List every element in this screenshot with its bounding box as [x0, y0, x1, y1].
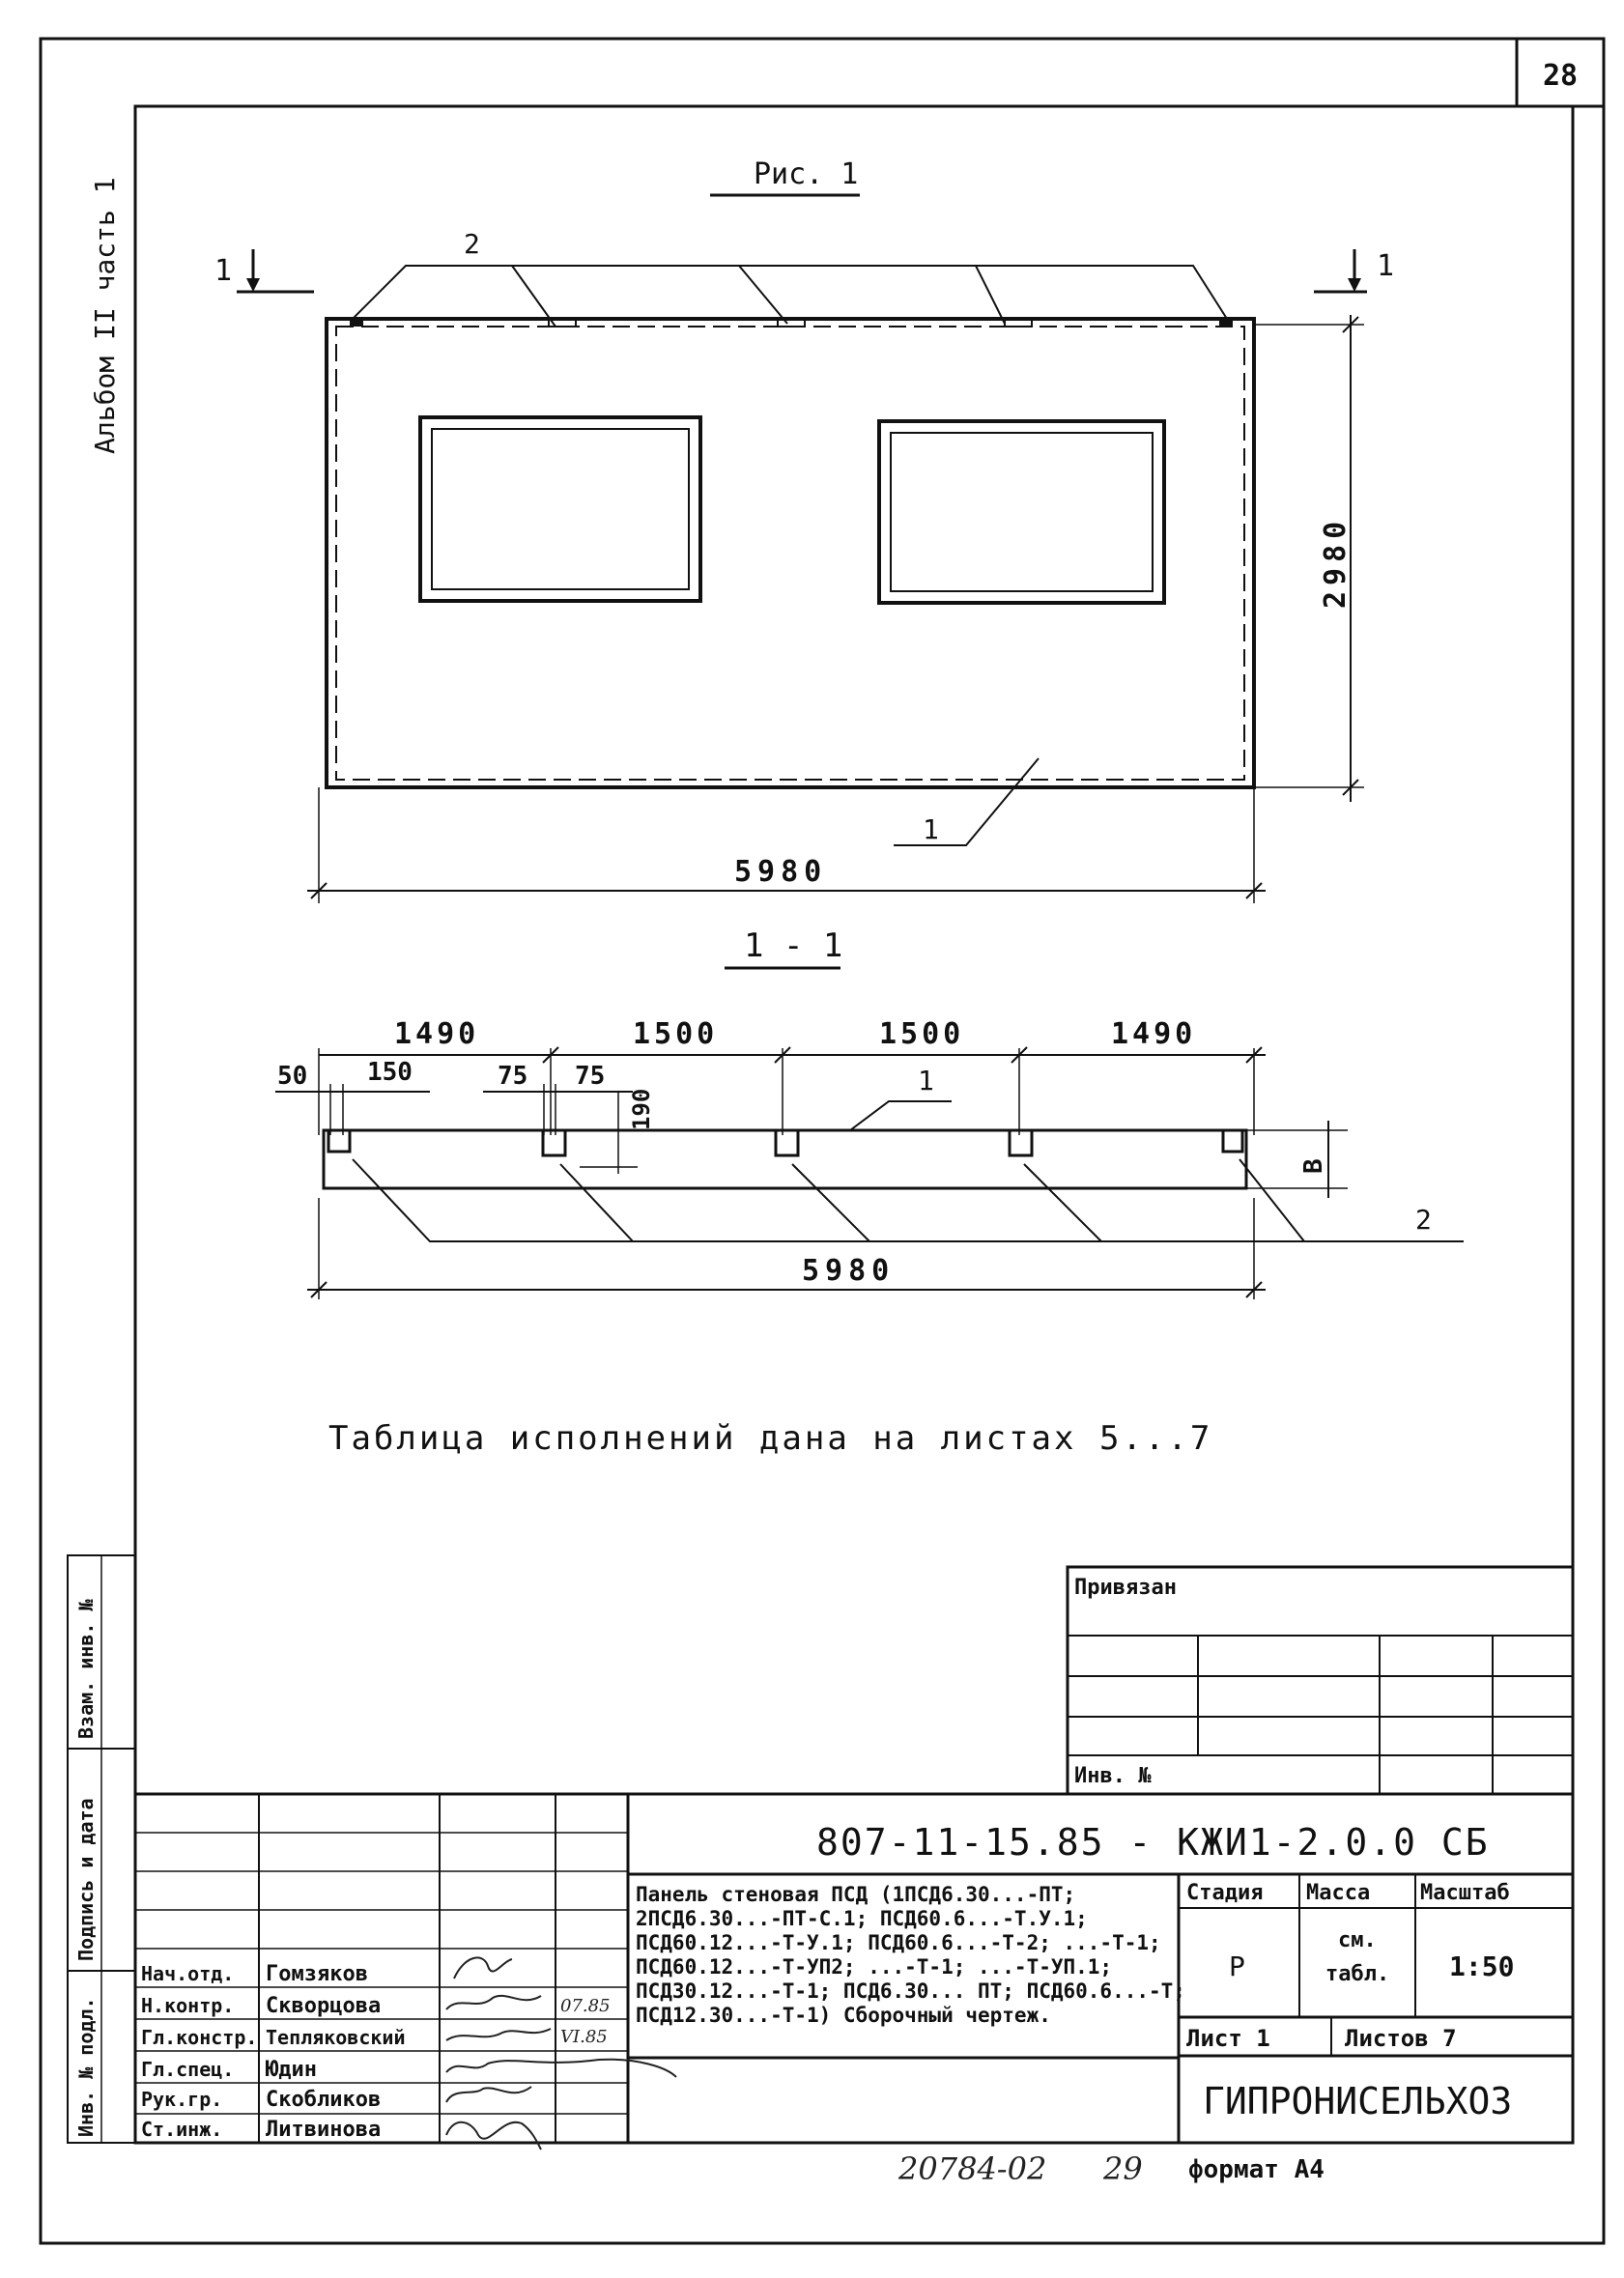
- signature-row: [141, 2026, 608, 2049]
- svg-text:190: 190: [628, 1088, 655, 1130]
- svg-text:1500: 1500: [633, 1017, 719, 1051]
- signature-row: [141, 1957, 512, 1986]
- svg-text:Тепляковский: Тепляковский: [266, 2026, 406, 2049]
- description-line: ПСД60.12...-Т-УП2; ...-Т-1; ...-Т-УП.1;: [636, 1955, 1113, 1979]
- svg-text:75: 75: [575, 1062, 606, 1091]
- signature-scribble: [446, 2029, 551, 2040]
- footer-page: 29: [1103, 2150, 1143, 2187]
- stage-value: Р: [1229, 1951, 1245, 1982]
- svg-text:1500: 1500: [879, 1017, 965, 1051]
- svg-text:Рук.гр.: Рук.гр.: [141, 2088, 223, 2111]
- mass-value-2: табл.: [1325, 1962, 1390, 1986]
- svg-text:1490: 1490: [394, 1017, 480, 1051]
- note-text: Таблица исполнений дана на листах 5...7: [328, 1419, 1213, 1458]
- signature-scribble: [446, 2060, 676, 2077]
- svg-text:Гл.спец.: Гл.спец.: [141, 2058, 235, 2081]
- doc-code: 807-11-15.85 - КЖИ1-2.0.0 СБ: [816, 1821, 1490, 1864]
- svg-text:50: 50: [277, 1062, 308, 1091]
- svg-text:150: 150: [367, 1058, 413, 1087]
- section-leader-label-1: 1: [918, 1065, 934, 1096]
- signature-scribble: [454, 1957, 512, 1979]
- svg-text:Литвинова: Литвинова: [266, 2118, 382, 2142]
- side-stamp: [68, 1555, 135, 2143]
- signature-row: [141, 2058, 676, 2082]
- scale-label: Масштаб: [1420, 1881, 1510, 1905]
- leader-label-1: 1: [923, 813, 939, 845]
- figure-title: Рис. 1: [754, 157, 859, 191]
- svg-text:Нач.отд.: Нач.отд.: [141, 1962, 235, 1985]
- dim-b: В: [1299, 1158, 1328, 1174]
- sheets-label: Листов 7: [1345, 2025, 1457, 2052]
- sheet-label: Лист 1: [1186, 2025, 1270, 2052]
- privyazan-block: [1068, 1567, 1573, 1794]
- signature-row: [141, 2087, 531, 2112]
- panel-section: [324, 1130, 1246, 1188]
- description-line: ПСД60.12...-Т-У.1; ПСД60.6...-Т-2; ...-Т-1;: [636, 1931, 1161, 1954]
- panel-elevation: [327, 319, 1254, 787]
- svg-text:Юдин: Юдин: [266, 2058, 317, 2082]
- archive-number: 20784-02: [898, 2150, 1047, 2187]
- stage-label: Стадия: [1186, 1881, 1264, 1905]
- svg-text:Скобликов: Скобликов: [266, 2088, 382, 2112]
- svg-text:2980: 2980: [1319, 515, 1353, 609]
- svg-text:5980: 5980: [802, 1254, 896, 1288]
- section-dim-length: [307, 1198, 1266, 1299]
- section-mark-right: [1314, 249, 1394, 292]
- svg-text:VI.85: VI.85: [560, 2027, 608, 2047]
- dim-length: [307, 787, 1266, 903]
- mass-value-1: см.: [1338, 1928, 1377, 1952]
- privyazan-title: Привязан: [1074, 1576, 1177, 1600]
- signature-scribble: [446, 2122, 541, 2150]
- section-mark-left: [214, 249, 314, 292]
- window-left: [420, 417, 700, 601]
- description-line: Панель стеновая ПСД (1ПСД6.30...-ПТ;: [636, 1883, 1076, 1906]
- description-line: ПСД12.30...-Т-1) Сборочный чертеж.: [636, 2004, 1051, 2027]
- svg-text:5980: 5980: [734, 855, 828, 889]
- signature-scribble: [446, 2087, 531, 2102]
- section-title: 1 - 1: [744, 926, 843, 965]
- dim-height: [1254, 315, 1364, 802]
- svg-text:Гл.констр.: Гл.констр.: [141, 2026, 258, 2049]
- svg-text:Ст.инж.: Ст.инж.: [141, 2118, 223, 2141]
- organization: ГИПРОНИСЕЛЬХОЗ: [1203, 2080, 1513, 2122]
- svg-text:1: 1: [1377, 249, 1395, 283]
- section-dimensions: [275, 1017, 1266, 1174]
- signature-scribble: [446, 1996, 541, 2009]
- side-stamp-zam-inv: Взам. инв. №: [74, 1599, 98, 1739]
- format-label: формат А4: [1188, 2155, 1325, 2184]
- svg-text:75: 75: [498, 1062, 528, 1091]
- svg-text:1: 1: [214, 254, 233, 288]
- section-leader-label-2: 2: [1415, 1204, 1432, 1236]
- leader-label-2: 2: [464, 228, 480, 260]
- signature-row: [141, 1994, 611, 2018]
- svg-text:Гомзяков: Гомзяков: [266, 1962, 368, 1986]
- page-number: 28: [1542, 59, 1579, 93]
- side-stamp-inv-podl: Инв. № подл.: [74, 1997, 98, 2137]
- side-stamp-podpis-data: Подпись и дата: [74, 1798, 98, 1961]
- description-line: ПСД30.12...-Т-1; ПСД6.30... ПТ; ПСД60.6...-Т;: [636, 1979, 1185, 2003]
- svg-text:Н.контр.: Н.контр.: [141, 1994, 235, 2017]
- svg-text:07.85: 07.85: [560, 1996, 611, 2016]
- mass-label: Масса: [1306, 1881, 1371, 1905]
- privyazan-inv: Инв. №: [1074, 1764, 1152, 1788]
- title-block: [135, 1794, 1573, 2150]
- album-label: Альбом II часть 1: [89, 177, 121, 454]
- description-line: 2ПСД6.30...-ПТ-С.1; ПСД60.6...-Т.У.1;: [636, 1907, 1088, 1930]
- svg-text:Скворцова: Скворцова: [266, 1994, 382, 2018]
- svg-text:1490: 1490: [1111, 1017, 1197, 1051]
- scale-value: 1:50: [1449, 1951, 1515, 1982]
- window-right: [879, 421, 1164, 603]
- signature-row: [141, 2118, 541, 2150]
